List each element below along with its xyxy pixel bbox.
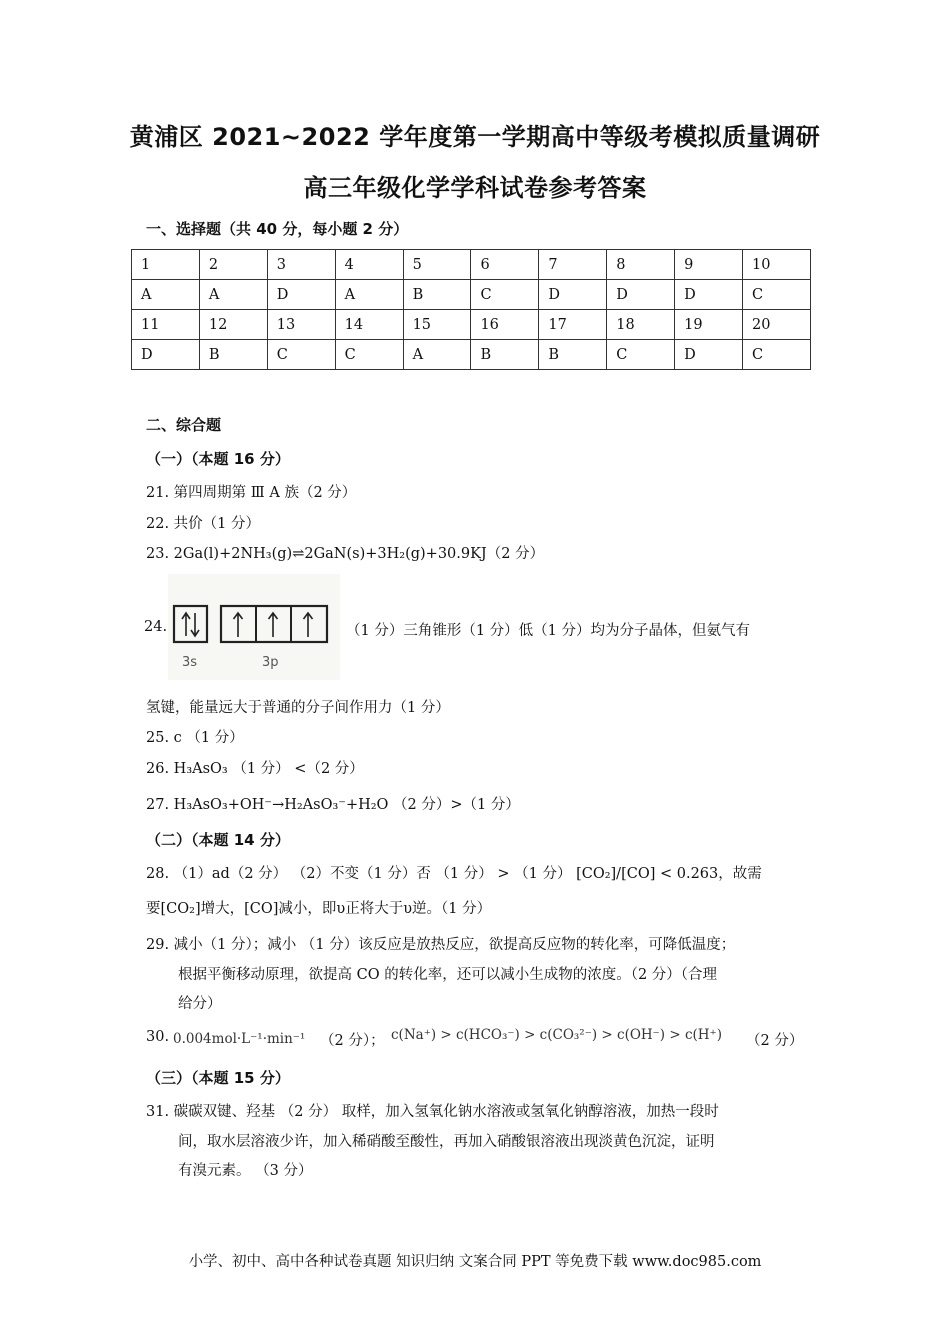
table-cell: 9 bbox=[675, 250, 743, 280]
table-cell: 13 bbox=[267, 310, 335, 340]
orbital-label-3s: 3s bbox=[182, 655, 198, 670]
table-cell: A bbox=[403, 340, 471, 370]
table-cell: B bbox=[199, 340, 267, 370]
table-cell: A bbox=[199, 280, 267, 310]
answer-30-score-b: （2 分） bbox=[746, 1033, 804, 1049]
table-cell: D bbox=[539, 280, 607, 310]
answer-31-continued-1: 间，取水层溶液少许，加入稀硝酸至酸性，再加入硝酸银溶液出现淡黄色沉淀，证明 bbox=[178, 1134, 715, 1150]
part-two-heading: （二）（本题 14 分） bbox=[146, 831, 290, 849]
table-cell: 5 bbox=[403, 250, 471, 280]
table-cell: C bbox=[471, 280, 539, 310]
answer-22: 22. 共价（1 分） bbox=[146, 516, 261, 532]
table-row bbox=[132, 310, 811, 340]
answer-29-continued-1: 根据平衡移动原理，欲提高 CO 的转化率，还可以减小生成物的浓度。（2 分）（合理 bbox=[178, 967, 718, 983]
table-cell: B bbox=[471, 340, 539, 370]
orbital-diagram bbox=[168, 574, 340, 680]
table-cell: D bbox=[675, 280, 743, 310]
table-cell: 6 bbox=[471, 250, 539, 280]
part-three-heading: （三）（本题 15 分） bbox=[146, 1069, 290, 1087]
answer-30-score-a: （2 分）； bbox=[320, 1033, 385, 1049]
answer-21: 21. 第四周期第 Ⅲ A 族（2 分） bbox=[146, 485, 357, 501]
answer-31: 31. 碳碳双键、羟基 （2 分） 取样，加入氢氧化钠水溶液或氢氧化钠醇溶液，加热一段时 bbox=[146, 1104, 719, 1120]
answer-27: 27. H₃AsO₃+OH⁻→H₂AsO₃⁻+H₂O （2 分）>（1 分） bbox=[146, 797, 520, 813]
section-comprehensive-heading: 二、综合题 bbox=[146, 416, 222, 434]
table-cell: 10 bbox=[743, 250, 811, 280]
table-cell: 7 bbox=[539, 250, 607, 280]
table-cell: 3 bbox=[267, 250, 335, 280]
orbital-label-3p: 3p bbox=[262, 655, 279, 670]
answer-26: 26. H₃AsO₃ （1 分） <（2 分） bbox=[146, 761, 364, 777]
table-cell: D bbox=[132, 340, 200, 370]
table-cell: B bbox=[403, 280, 471, 310]
table-cell: C bbox=[335, 340, 403, 370]
table-cell: 20 bbox=[743, 310, 811, 340]
table-cell: 18 bbox=[607, 310, 675, 340]
table-cell: C bbox=[743, 280, 811, 310]
table-cell: 14 bbox=[335, 310, 403, 340]
table-cell: 16 bbox=[471, 310, 539, 340]
answer-24-continued: 氢键，能量远大于普通的分子间作用力（1 分） bbox=[146, 700, 450, 716]
answer-28: 28. （1）ad（2 分） （2）不变（1 分）否 （1 分） > （1 分） [CO₂]/[CO] < 0.263，故需 bbox=[146, 866, 762, 882]
answer-30-concentration-order: c(Na⁺) > c(HCO₃⁻) > c(CO₃²⁻) > c(OH⁻) > c(H⁺) bbox=[391, 1027, 722, 1043]
table-cell: C bbox=[267, 340, 335, 370]
table-cell: D bbox=[675, 340, 743, 370]
table-row bbox=[132, 250, 811, 280]
answer-24-text: （1 分）三角锥形（1 分）低（1 分）均为分子晶体，但氨气有 bbox=[346, 623, 751, 639]
table-row bbox=[132, 280, 811, 310]
table-cell: 4 bbox=[335, 250, 403, 280]
table-cell: 17 bbox=[539, 310, 607, 340]
table-cell: 15 bbox=[403, 310, 471, 340]
page-footer: 小学、初中、高中各种试卷真题 知识归纳 文案合同 PPT 等免费下载 www.doc985.com bbox=[188, 1254, 762, 1270]
answer-30-rate: 0.004mol·L⁻¹·min⁻¹ bbox=[173, 1031, 306, 1047]
answer-28-continued: 要[CO₂]增大，[CO]减小，即υ正将大于υ逆。（1 分） bbox=[146, 901, 492, 917]
answer-25: 25. c （1 分） bbox=[146, 730, 244, 746]
table-cell: 8 bbox=[607, 250, 675, 280]
page-title: 黄浦区 2021~2022 学年度第一学期高中等级考模拟质量调研 bbox=[129, 123, 821, 151]
section-multiple-choice-heading: 一、选择题（共 40 分，每小题 2 分） bbox=[146, 220, 409, 238]
table-cell: C bbox=[607, 340, 675, 370]
table-cell: 12 bbox=[199, 310, 267, 340]
table-cell: 19 bbox=[675, 310, 743, 340]
table-row bbox=[132, 340, 811, 370]
answer-29: 29. 减小（1 分）；减小 （1 分）该反应是放热反应，欲提高反应物的转化率，可降低温度； bbox=[146, 937, 736, 953]
answer-29-continued-2: 给分） bbox=[178, 996, 222, 1012]
table-cell: 11 bbox=[132, 310, 200, 340]
page-subtitle: 高三年级化学学科试卷参考答案 bbox=[303, 174, 647, 202]
table-cell: 1 bbox=[132, 250, 200, 280]
table-cell: B bbox=[539, 340, 607, 370]
table-cell: A bbox=[132, 280, 200, 310]
table-cell: C bbox=[743, 340, 811, 370]
table-cell: A bbox=[335, 280, 403, 310]
answer-31-continued-2: 有溴元素。 （3 分） bbox=[178, 1163, 313, 1179]
answer-24-number: 24. bbox=[144, 619, 168, 635]
table-cell: 2 bbox=[199, 250, 267, 280]
table-cell: D bbox=[267, 280, 335, 310]
part-one-heading: （一）（本题 16 分） bbox=[146, 450, 290, 468]
table-cell: D bbox=[607, 280, 675, 310]
answer-23: 23. 2Ga(l)+2NH₃(g)⇌2GaN(s)+3H₂(g)+30.9KJ（2 分） bbox=[146, 546, 545, 562]
answer-table bbox=[131, 249, 811, 370]
answer-30-number: 30. bbox=[146, 1029, 170, 1045]
